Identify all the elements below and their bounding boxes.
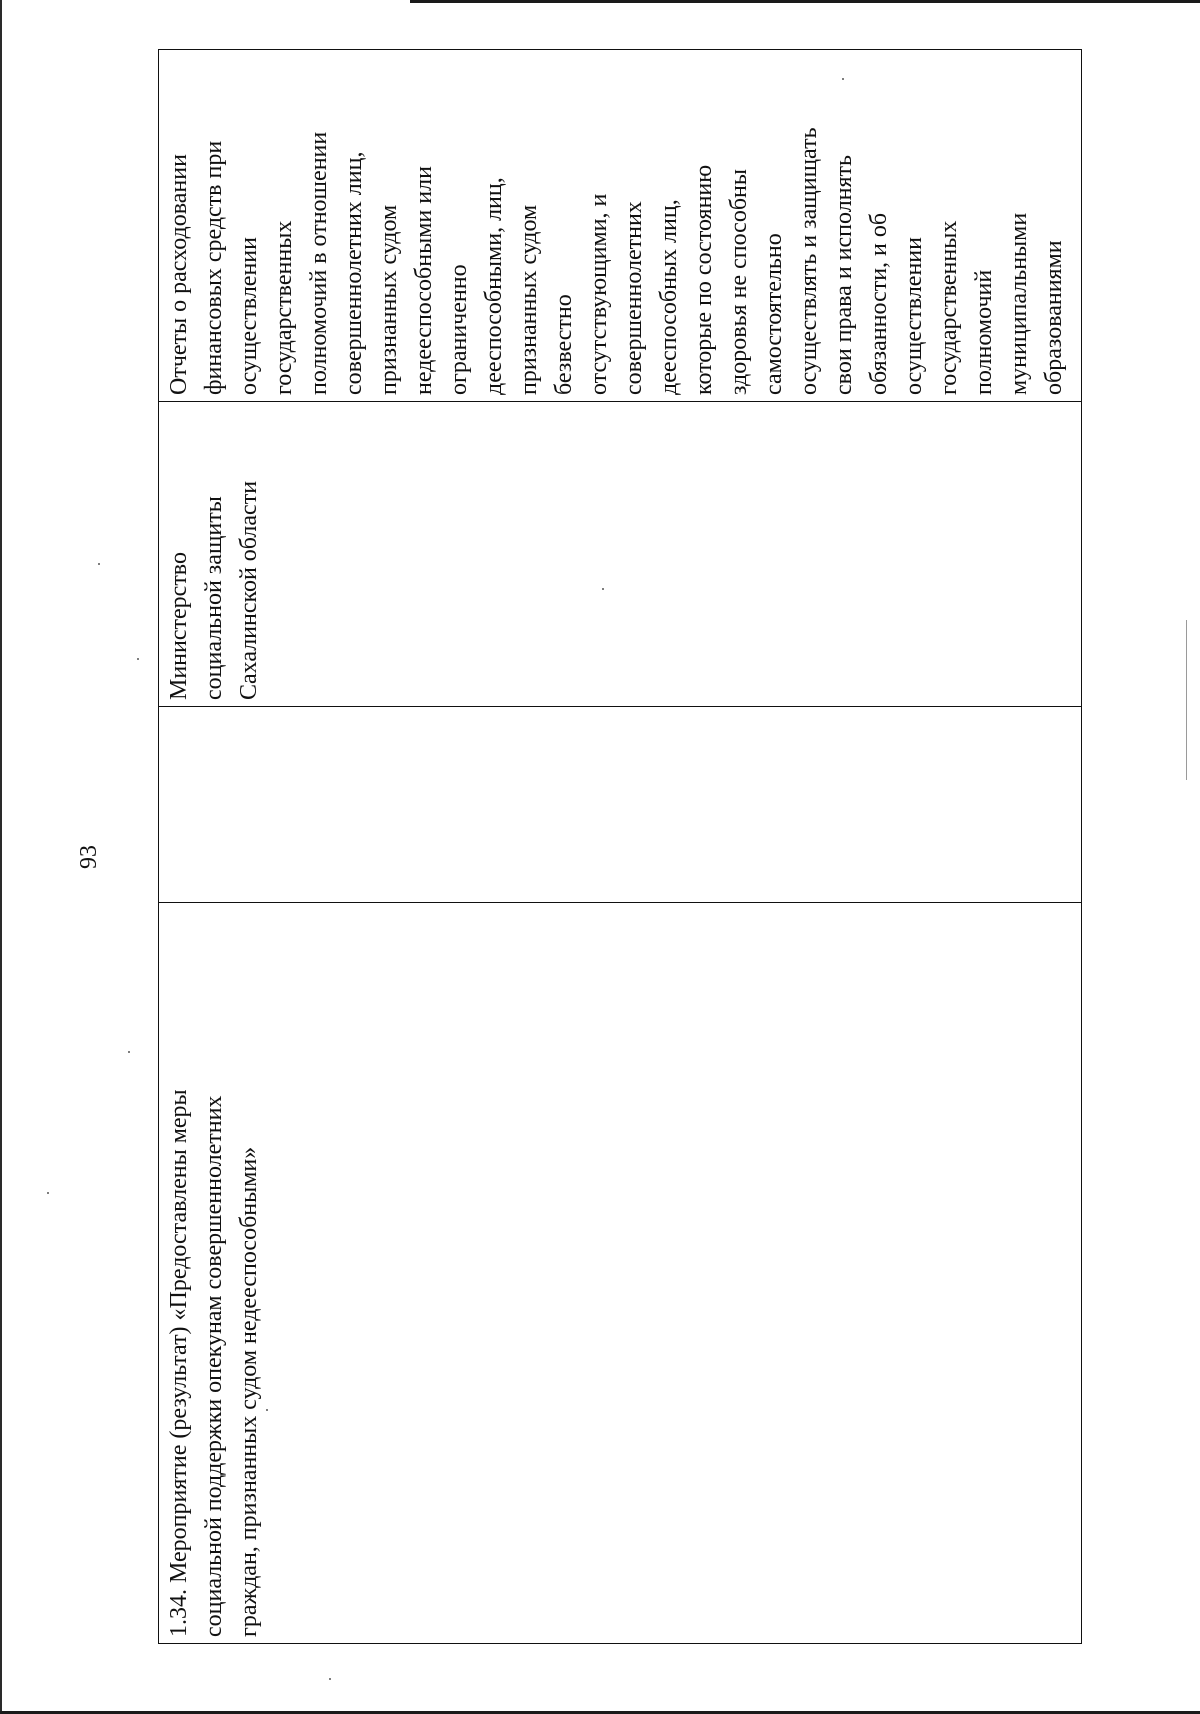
document-text-line: недееспособными или [411, 166, 437, 395]
document-text-line: признанных судом [516, 204, 542, 395]
document-text-line: осуществлении [901, 237, 927, 395]
event-cell [159, 903, 1082, 1644]
responsible-text-line: Сахалинской области [236, 480, 262, 700]
responsible-cell [159, 402, 1082, 707]
document-text-line: самостоятельно [761, 233, 787, 395]
document-text-line: Отчеты о расходовании [166, 154, 192, 395]
document-text-line: дееспособными, лиц, [481, 177, 507, 395]
document-text-line: совершеннолетних лиц, [341, 151, 367, 395]
document-text-line: осуществлять и защищать [796, 127, 822, 395]
document-text-line: полномочий [971, 269, 997, 395]
empty-cell [159, 707, 1082, 903]
document-text-line: осуществлении [236, 237, 262, 395]
document-text-line: совершеннолетних [621, 201, 647, 395]
document-text-line: государственных [271, 220, 297, 395]
document-text-line: дееспособных лиц, [656, 199, 682, 395]
document-text-line: муниципальными [1006, 212, 1032, 395]
event-text-line: 1.34. Мероприятие (результат) «Предоставлены меры [166, 1089, 192, 1637]
event-text-line: граждан, признанных судом недееспособными» [236, 1146, 262, 1637]
document-text-line: безвестно [551, 294, 577, 395]
responsible-text-line: Министерство [166, 552, 192, 700]
event-text-line: социальной поддержки опекунам совершеннолетних [201, 1095, 227, 1637]
page-number: 93 [76, 845, 102, 869]
document-text-line: здоровья не способны [726, 169, 752, 395]
document-text-line: свои права и исполнять [831, 155, 857, 395]
table-row [159, 50, 1082, 1644]
responsible-text-line: социальной защиты [201, 496, 227, 700]
document-text-line: обязанности, и об [866, 212, 892, 395]
document-text-line: образованиями [1041, 240, 1067, 395]
document-text-line: полномочий в отношении [306, 131, 332, 395]
document-cell [159, 50, 1082, 402]
document-text-line: отсутствующими, и [586, 193, 612, 395]
document-text-line: которые по состоянию [691, 164, 717, 395]
document-text-line: финансовых средств при [201, 140, 227, 395]
activities-table [158, 49, 1082, 1644]
document-text-line: ограниченно [446, 264, 472, 395]
document-text-line: государственных [936, 220, 962, 395]
document-text-line: признанных судом [376, 204, 402, 395]
